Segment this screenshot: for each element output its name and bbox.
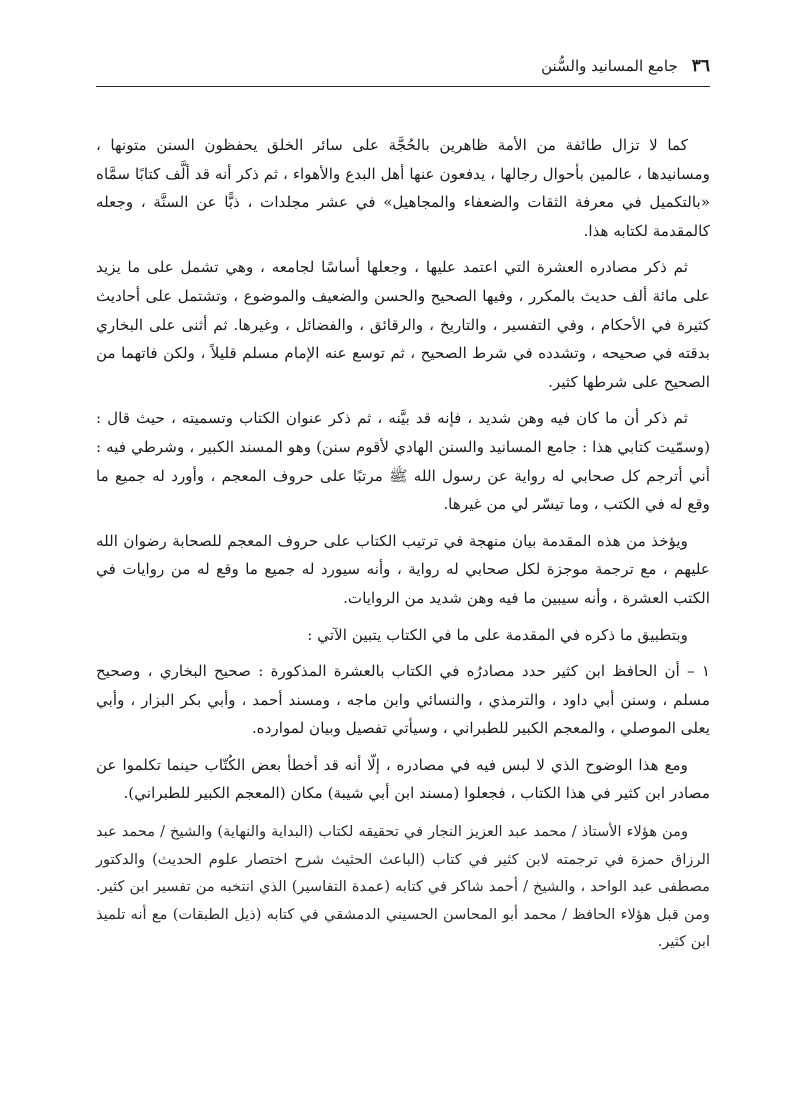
book-page: [96, 56, 710, 1086]
paragraph: ثم ذكر مصادره العشرة التي اعتمد عليها ، وجعلها أساسًا لجامعه ، وهي تشمل على ما يزيد على مائة ألف حديث بالمكرر ، وفيها الصحيح والحسن والضعيف والموضوع ، وتشتمل على أحاديث كثيرة في الأحكام ، وفي التفسير ، والتاريخ ، والرقائق ، والفضائل ، وغيرها. ثم أثنى على البخاري بدقته في صحيحه ، وتشدده في شرط الصحيح ، ثم توسع عنه الإمام مسلم قليلاً ، ولكن فاتهما من الصحيح على شرطها كثير.: [96, 258, 710, 391]
page-number: ٣٦: [691, 56, 710, 76]
paragraph: ويؤخذ من هذه المقدمة بيان منهجة في ترتيب الكتاب على حروف المعجم للصحابة رضوان الله عليهم ، مع ترجمة موجزة لكل صحابي له رواية ، وأنه سيورد له جميع ما وقع له من روايات في الكتب العشرة ، وأنه سيبين ما فيه وهن شديد من الروايات.: [96, 531, 710, 607]
paragraph: ثم ذكر أن ما كان فيه وهن شديد ، فإنه قد بيَّنه ، ثم ذكر عنوان الكتاب وتسميته ، حيث قال : (وسمّيت كتابي هذا : جامع المسانيد والسنن الهادي لأقوم سنن) وهو المسند الكبير ، وشرطي فيه : أني أترجم كل صحابي له رواية عن رسول الله ﷺ مرتبًا على حروف المعجم ، وأورد له جميع ما وقع له في الكتب ، وما تيسّر لي من غيرها.: [96, 409, 710, 514]
list-item: ١ – أن الحافظ ابن كثير حدد مصادرُه في الكتاب بالعشرة المذكورة : صحيح البخاري ، وصحيح مسلم ، وسنن أبي داود ، والترمذي ، والنسائي وابن ماجه ، ومسند أحمد ، وأبي بكر البزار ، وأبي يعلى الموصلي ، والمعجم الكبير للطبراني ، وسيأتي تفصيل وبيان لموارده.: [96, 662, 710, 738]
running-title: جامع المسانيد والسُّنن: [541, 57, 678, 75]
running-header: [96, 56, 710, 87]
paragraph: كما لا تزال طائفة من الأمة ظاهرين بالحُجَّة على سائر الخلق يحفظون السنن متونها ، ومسانيدها ، عالمين بأحوال رجالها ، يدفعون عنها أهل البدع والأهواء ، ثم ذكر أنه قد ألَّف كتابًا سمَّاه «بالتكميل في معرفة الثقات والضعفاء والمجاهيل» في عشر مجلدات ، ذبًّا عن السنَّة ، وجعله كالمقدمة لكتابه هذا.: [96, 136, 710, 240]
paragraph: ومع هذا الوضوح الذي لا لبس فيه في مصادره ، إلّا أنه قد أخطأ بعض الكُتّاب حينما تكلموا عن مصادر ابن كثير في هذا الكتاب ، فجعلوا (مسند ابن أبي شيبة) مكان (المعجم الكبير للطبراني).: [96, 755, 710, 803]
main-text: [96, 131, 710, 808]
paragraph: وبتطبيق ما ذكره في المقدمة على ما في الكتاب يتبين الآتي :: [307, 625, 688, 644]
footnote-text: ومن هؤلاء الأستاذ / محمد عبد العزيز النجار في تحقيقه لكتاب (البداية والنهاية) والشيخ / محمد عبد الرزاق حمزة في ترجمته لابن كثير في كتاب (الباعث الحثيث شرح اختصار علوم الحديث) والدكتور مصطفى عبد الواحد ، والشيخ / أحمد شاكر في كتابه (عمدة التفاسير) الذي انتخبه من تفسير ابن كثير. ومن قبل هؤلاء الحافظ / محمد أبو المحاسن الحسيني الدمشقي في كتابه (ذيل الطبقات) مع أنه تلميذ ابن كثير.: [96, 823, 710, 951]
